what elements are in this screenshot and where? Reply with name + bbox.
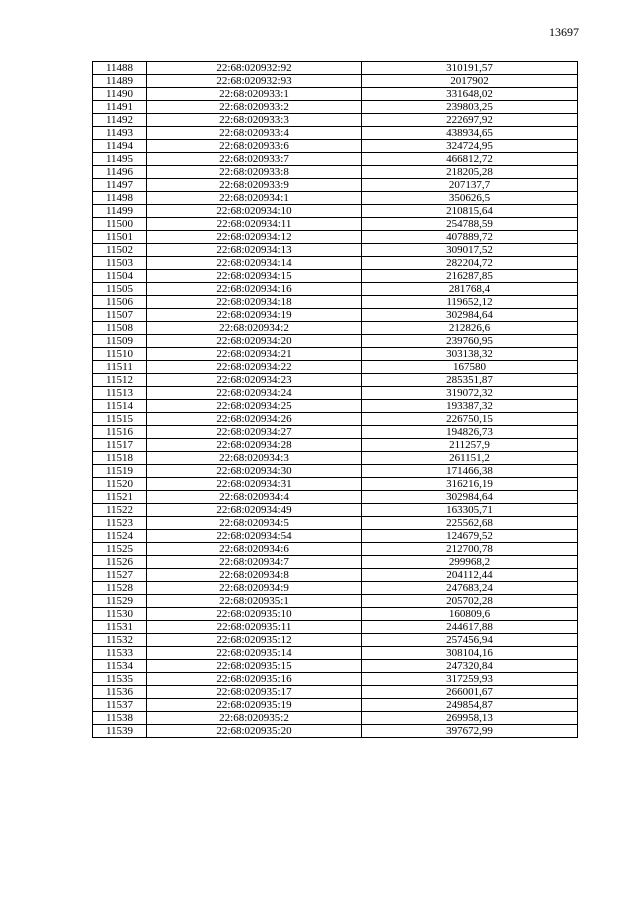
cadastral-number-cell: 22:68:020933:1 bbox=[147, 88, 362, 101]
table-row bbox=[93, 465, 578, 478]
table-row bbox=[93, 296, 578, 309]
value-cell: 331648,02 bbox=[362, 88, 578, 101]
cadastral-value-table bbox=[92, 61, 578, 738]
cadastral-number-cell: 22:68:020934:24 bbox=[147, 387, 362, 400]
table-row bbox=[93, 140, 578, 153]
cadastral-number-cell: 22:68:020935:12 bbox=[147, 634, 362, 647]
table-row bbox=[93, 699, 578, 712]
value-cell: 207137,7 bbox=[362, 179, 578, 192]
row-number-cell: 11527 bbox=[93, 569, 147, 582]
cadastral-number-cell: 22:68:020934:54 bbox=[147, 530, 362, 543]
row-number-cell: 11492 bbox=[93, 114, 147, 127]
cadastral-number-cell: 22:68:020934:28 bbox=[147, 439, 362, 452]
table-row bbox=[93, 634, 578, 647]
table-row bbox=[93, 231, 578, 244]
cadastral-number-cell: 22:68:020934:8 bbox=[147, 569, 362, 582]
value-cell: 124679,52 bbox=[362, 530, 578, 543]
table-row bbox=[93, 569, 578, 582]
value-cell: 438934,65 bbox=[362, 127, 578, 140]
value-cell: 249854,87 bbox=[362, 699, 578, 712]
table-row bbox=[93, 595, 578, 608]
table-row bbox=[93, 660, 578, 673]
row-number-cell: 11516 bbox=[93, 426, 147, 439]
cadastral-number-cell: 22:68:020935:16 bbox=[147, 673, 362, 686]
row-number-cell: 11537 bbox=[93, 699, 147, 712]
cadastral-number-cell: 22:68:020934:15 bbox=[147, 270, 362, 283]
cadastral-number-cell: 22:68:020934:10 bbox=[147, 205, 362, 218]
row-number-cell: 11497 bbox=[93, 179, 147, 192]
row-number-cell: 11533 bbox=[93, 647, 147, 660]
row-number-cell: 11491 bbox=[93, 101, 147, 114]
value-cell: 247320,84 bbox=[362, 660, 578, 673]
value-cell: 225562,68 bbox=[362, 517, 578, 530]
cadastral-number-cell: 22:68:020933:9 bbox=[147, 179, 362, 192]
cadastral-number-cell: 22:68:020934:18 bbox=[147, 296, 362, 309]
cadastral-number-cell: 22:68:020932:93 bbox=[147, 75, 362, 88]
value-cell: 226750,15 bbox=[362, 413, 578, 426]
row-number-cell: 11530 bbox=[93, 608, 147, 621]
cadastral-number-cell: 22:68:020934:6 bbox=[147, 543, 362, 556]
cadastral-number-cell: 22:68:020934:26 bbox=[147, 413, 362, 426]
cadastral-number-cell: 22:68:020932:92 bbox=[147, 62, 362, 75]
value-cell: 254788,59 bbox=[362, 218, 578, 231]
table-row bbox=[93, 88, 578, 101]
cadastral-number-cell: 22:68:020934:12 bbox=[147, 231, 362, 244]
row-number-cell: 11514 bbox=[93, 400, 147, 413]
row-number-cell: 11500 bbox=[93, 218, 147, 231]
cadastral-number-cell: 22:68:020934:27 bbox=[147, 426, 362, 439]
value-cell: 303138,32 bbox=[362, 348, 578, 361]
value-cell: 397672,99 bbox=[362, 725, 578, 738]
value-cell: 324724,95 bbox=[362, 140, 578, 153]
table-body bbox=[93, 62, 578, 738]
page-number: 13697 bbox=[549, 25, 579, 39]
cadastral-number-cell: 22:68:020935:17 bbox=[147, 686, 362, 699]
row-number-cell: 11523 bbox=[93, 517, 147, 530]
value-cell: 2017902 bbox=[362, 75, 578, 88]
value-cell: 247683,24 bbox=[362, 582, 578, 595]
cadastral-number-cell: 22:68:020934:25 bbox=[147, 400, 362, 413]
cadastral-number-cell: 22:68:020933:6 bbox=[147, 140, 362, 153]
row-number-cell: 11534 bbox=[93, 660, 147, 673]
row-number-cell: 11489 bbox=[93, 75, 147, 88]
cadastral-number-cell: 22:68:020933:2 bbox=[147, 101, 362, 114]
table-row bbox=[93, 621, 578, 634]
value-cell: 211257,9 bbox=[362, 439, 578, 452]
table-row bbox=[93, 62, 578, 75]
row-number-cell: 11501 bbox=[93, 231, 147, 244]
value-cell: 407889,72 bbox=[362, 231, 578, 244]
value-cell: 269958,13 bbox=[362, 712, 578, 725]
row-number-cell: 11488 bbox=[93, 62, 147, 75]
row-number-cell: 11532 bbox=[93, 634, 147, 647]
value-cell: 239760,95 bbox=[362, 335, 578, 348]
cadastral-number-cell: 22:68:020934:22 bbox=[147, 361, 362, 374]
table-row bbox=[93, 244, 578, 257]
cadastral-number-cell: 22:68:020934:2 bbox=[147, 322, 362, 335]
row-number-cell: 11504 bbox=[93, 270, 147, 283]
cadastral-number-cell: 22:68:020934:16 bbox=[147, 283, 362, 296]
table-row bbox=[93, 374, 578, 387]
table-row bbox=[93, 647, 578, 660]
row-number-cell: 11507 bbox=[93, 309, 147, 322]
cadastral-number-cell: 22:68:020934:23 bbox=[147, 374, 362, 387]
value-cell: 167580 bbox=[362, 361, 578, 374]
row-number-cell: 11529 bbox=[93, 595, 147, 608]
cadastral-number-cell: 22:68:020933:3 bbox=[147, 114, 362, 127]
row-number-cell: 11511 bbox=[93, 361, 147, 374]
cadastral-number-cell: 22:68:020934:13 bbox=[147, 244, 362, 257]
table-row bbox=[93, 270, 578, 283]
row-number-cell: 11517 bbox=[93, 439, 147, 452]
row-number-cell: 11525 bbox=[93, 543, 147, 556]
cadastral-number-cell: 22:68:020935:2 bbox=[147, 712, 362, 725]
table-row bbox=[93, 218, 578, 231]
table-row bbox=[93, 114, 578, 127]
cadastral-number-cell: 22:68:020934:11 bbox=[147, 218, 362, 231]
cadastral-number-cell: 22:68:020934:19 bbox=[147, 309, 362, 322]
value-cell: 194826,73 bbox=[362, 426, 578, 439]
row-number-cell: 11515 bbox=[93, 413, 147, 426]
table-row bbox=[93, 179, 578, 192]
value-cell: 302984,64 bbox=[362, 491, 578, 504]
row-number-cell: 11495 bbox=[93, 153, 147, 166]
value-cell: 466812,72 bbox=[362, 153, 578, 166]
row-number-cell: 11528 bbox=[93, 582, 147, 595]
table-row bbox=[93, 257, 578, 270]
table-row bbox=[93, 322, 578, 335]
table-row bbox=[93, 309, 578, 322]
cadastral-number-cell: 22:68:020934:21 bbox=[147, 348, 362, 361]
table-row bbox=[93, 608, 578, 621]
row-number-cell: 11494 bbox=[93, 140, 147, 153]
table-row bbox=[93, 283, 578, 296]
cadastral-number-cell: 22:68:020934:7 bbox=[147, 556, 362, 569]
row-number-cell: 11490 bbox=[93, 88, 147, 101]
value-cell: 319072,32 bbox=[362, 387, 578, 400]
value-cell: 285351,87 bbox=[362, 374, 578, 387]
cadastral-number-cell: 22:68:020934:4 bbox=[147, 491, 362, 504]
table-row bbox=[93, 686, 578, 699]
value-cell: 210815,64 bbox=[362, 205, 578, 218]
table-row bbox=[93, 491, 578, 504]
cadastral-number-cell: 22:68:020934:31 bbox=[147, 478, 362, 491]
table-row bbox=[93, 166, 578, 179]
row-number-cell: 11508 bbox=[93, 322, 147, 335]
table-row bbox=[93, 400, 578, 413]
table-row bbox=[93, 348, 578, 361]
table-row bbox=[93, 413, 578, 426]
row-number-cell: 11499 bbox=[93, 205, 147, 218]
row-number-cell: 11535 bbox=[93, 673, 147, 686]
row-number-cell: 11496 bbox=[93, 166, 147, 179]
value-cell: 171466,38 bbox=[362, 465, 578, 478]
table-row bbox=[93, 543, 578, 556]
row-number-cell: 11524 bbox=[93, 530, 147, 543]
cadastral-number-cell: 22:68:020935:11 bbox=[147, 621, 362, 634]
row-number-cell: 11521 bbox=[93, 491, 147, 504]
row-number-cell: 11513 bbox=[93, 387, 147, 400]
table-row bbox=[93, 673, 578, 686]
table-row bbox=[93, 478, 578, 491]
value-cell: 281768,4 bbox=[362, 283, 578, 296]
table-row bbox=[93, 452, 578, 465]
row-number-cell: 11520 bbox=[93, 478, 147, 491]
table-row bbox=[93, 75, 578, 88]
table-row bbox=[93, 192, 578, 205]
cadastral-number-cell: 22:68:020933:4 bbox=[147, 127, 362, 140]
table-row bbox=[93, 426, 578, 439]
cadastral-number-cell: 22:68:020935:15 bbox=[147, 660, 362, 673]
cadastral-number-cell: 22:68:020934:49 bbox=[147, 504, 362, 517]
cadastral-number-cell: 22:68:020935:10 bbox=[147, 608, 362, 621]
value-cell: 317259,93 bbox=[362, 673, 578, 686]
table-row bbox=[93, 712, 578, 725]
value-cell: 212700,78 bbox=[362, 543, 578, 556]
value-cell: 205702,28 bbox=[362, 595, 578, 608]
value-cell: 163305,71 bbox=[362, 504, 578, 517]
row-number-cell: 11510 bbox=[93, 348, 147, 361]
value-cell: 310191,57 bbox=[362, 62, 578, 75]
value-cell: 193387,32 bbox=[362, 400, 578, 413]
table-row bbox=[93, 127, 578, 140]
table-row bbox=[93, 504, 578, 517]
row-number-cell: 11538 bbox=[93, 712, 147, 725]
table-row bbox=[93, 582, 578, 595]
value-cell: 222697,92 bbox=[362, 114, 578, 127]
row-number-cell: 11539 bbox=[93, 725, 147, 738]
table-row bbox=[93, 530, 578, 543]
table-row bbox=[93, 556, 578, 569]
value-cell: 266001,67 bbox=[362, 686, 578, 699]
row-number-cell: 11493 bbox=[93, 127, 147, 140]
value-cell: 308104,16 bbox=[362, 647, 578, 660]
table-row bbox=[93, 335, 578, 348]
row-number-cell: 11509 bbox=[93, 335, 147, 348]
value-cell: 257456,94 bbox=[362, 634, 578, 647]
row-number-cell: 11505 bbox=[93, 283, 147, 296]
cadastral-number-cell: 22:68:020935:1 bbox=[147, 595, 362, 608]
value-cell: 239803,25 bbox=[362, 101, 578, 114]
value-cell: 204112,44 bbox=[362, 569, 578, 582]
value-cell: 282204,72 bbox=[362, 257, 578, 270]
cadastral-number-cell: 22:68:020934:20 bbox=[147, 335, 362, 348]
cadastral-number-cell: 22:68:020935:20 bbox=[147, 725, 362, 738]
value-cell: 299968,2 bbox=[362, 556, 578, 569]
row-number-cell: 11498 bbox=[93, 192, 147, 205]
cadastral-number-cell: 22:68:020934:30 bbox=[147, 465, 362, 478]
row-number-cell: 11506 bbox=[93, 296, 147, 309]
row-number-cell: 11502 bbox=[93, 244, 147, 257]
table-row bbox=[93, 387, 578, 400]
row-number-cell: 11518 bbox=[93, 452, 147, 465]
cadastral-number-cell: 22:68:020934:9 bbox=[147, 582, 362, 595]
row-number-cell: 11503 bbox=[93, 257, 147, 270]
row-number-cell: 11519 bbox=[93, 465, 147, 478]
row-number-cell: 11536 bbox=[93, 686, 147, 699]
table-row bbox=[93, 205, 578, 218]
value-cell: 302984,64 bbox=[362, 309, 578, 322]
value-cell: 350626,5 bbox=[362, 192, 578, 205]
cadastral-number-cell: 22:68:020935:14 bbox=[147, 647, 362, 660]
value-cell: 160809,6 bbox=[362, 608, 578, 621]
row-number-cell: 11512 bbox=[93, 374, 147, 387]
value-cell: 216287,85 bbox=[362, 270, 578, 283]
value-cell: 316216,19 bbox=[362, 478, 578, 491]
table-row bbox=[93, 439, 578, 452]
value-cell: 261151,2 bbox=[362, 452, 578, 465]
row-number-cell: 11531 bbox=[93, 621, 147, 634]
table-row bbox=[93, 361, 578, 374]
table-row bbox=[93, 517, 578, 530]
cadastral-number-cell: 22:68:020934:3 bbox=[147, 452, 362, 465]
table-row bbox=[93, 153, 578, 166]
table-row bbox=[93, 725, 578, 738]
value-cell: 119652,12 bbox=[362, 296, 578, 309]
cadastral-number-cell: 22:68:020935:19 bbox=[147, 699, 362, 712]
cadastral-number-cell: 22:68:020933:7 bbox=[147, 153, 362, 166]
cadastral-number-cell: 22:68:020934:5 bbox=[147, 517, 362, 530]
row-number-cell: 11522 bbox=[93, 504, 147, 517]
cadastral-number-cell: 22:68:020934:1 bbox=[147, 192, 362, 205]
cadastral-number-cell: 22:68:020933:8 bbox=[147, 166, 362, 179]
value-cell: 212826,6 bbox=[362, 322, 578, 335]
table-row bbox=[93, 101, 578, 114]
row-number-cell: 11526 bbox=[93, 556, 147, 569]
value-cell: 218205,28 bbox=[362, 166, 578, 179]
cadastral-number-cell: 22:68:020934:14 bbox=[147, 257, 362, 270]
value-cell: 244617,88 bbox=[362, 621, 578, 634]
value-cell: 309017,52 bbox=[362, 244, 578, 257]
